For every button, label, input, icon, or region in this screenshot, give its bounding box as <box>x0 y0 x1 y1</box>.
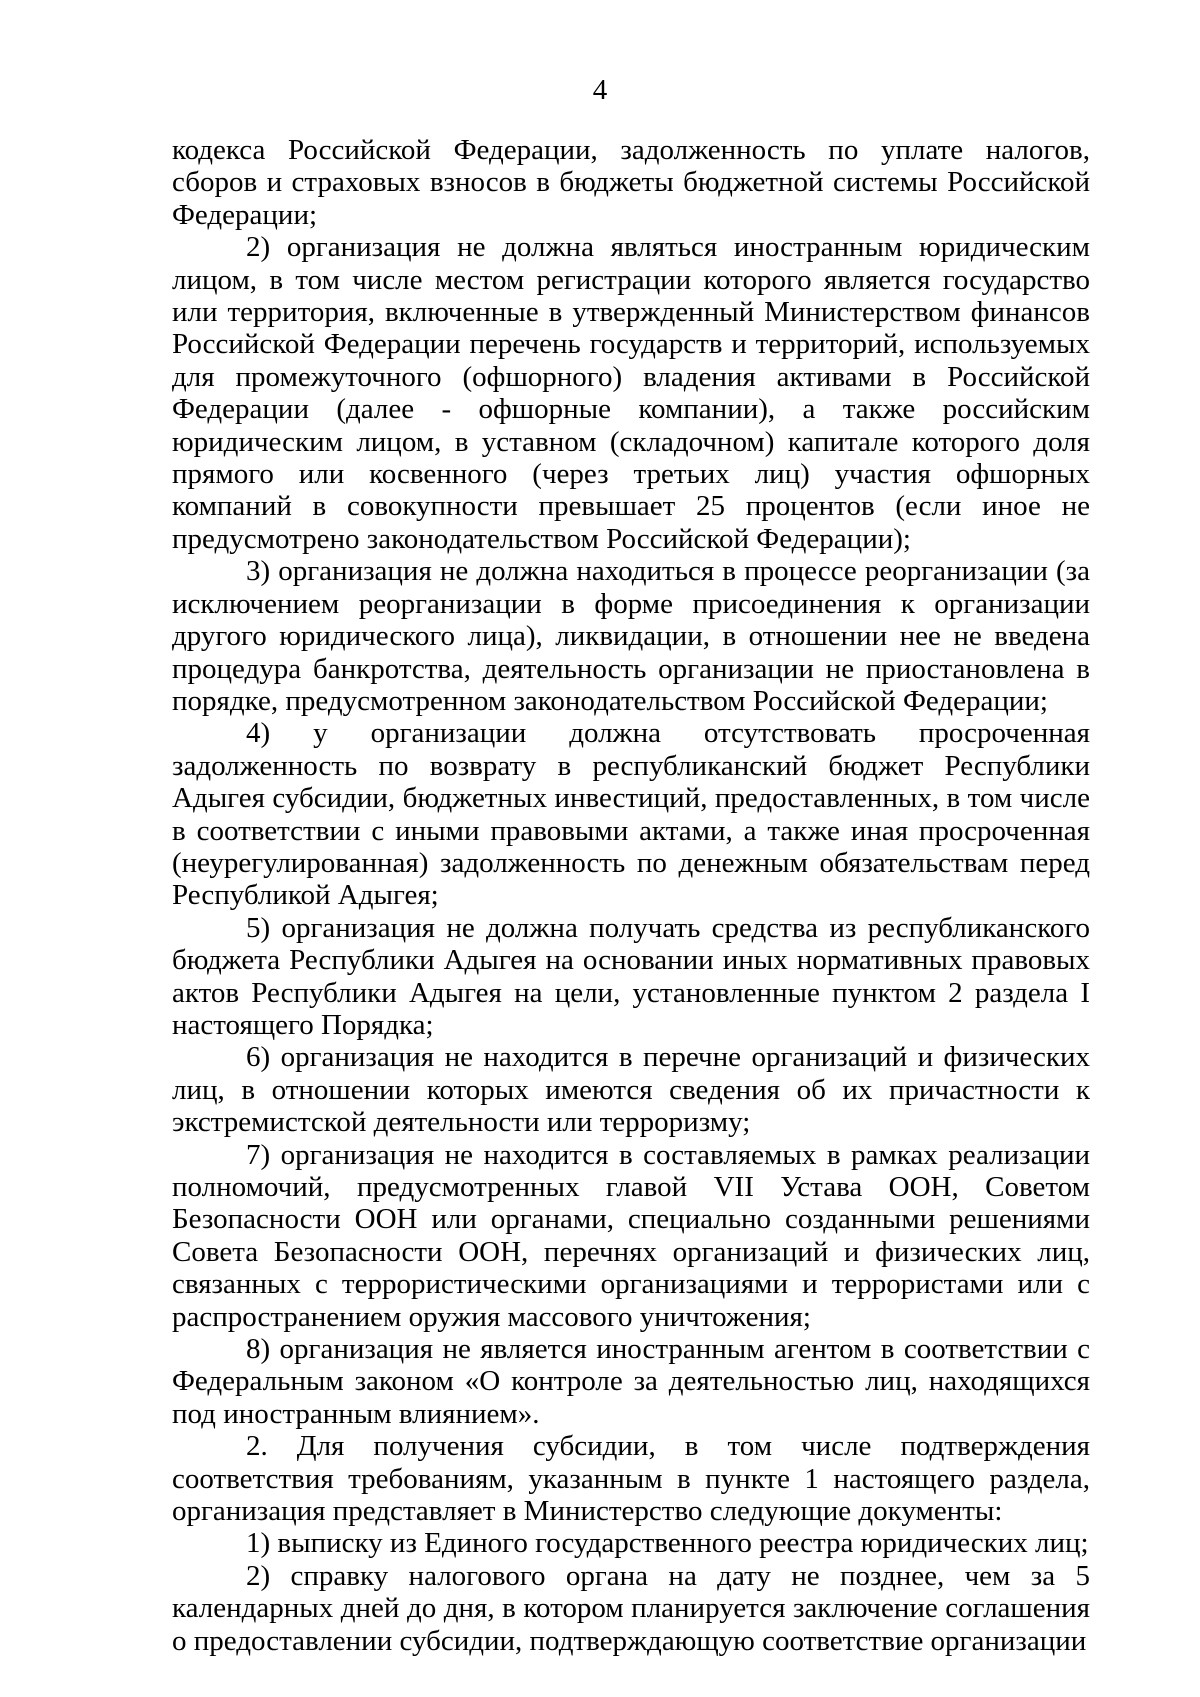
paragraph-item-5: 5) организация не должна получать средства из республиканского бюджета Республики Адыгея на основании иных нормативных правовых актов Республики Адыгея на цели, установленные пунктом 2 раздела I настоящего Порядка; <box>172 911 1090 1041</box>
document-body <box>172 134 1090 1657</box>
paragraph-item-6: 6) организация не находится в перечне организаций и физических лиц, в отношении которых имеются сведения об их причастности к экстремистской деятельности или терроризму; <box>172 1041 1090 1139</box>
paragraph-document-1: 1) выписку из Единого государственного реестра юридических лиц; <box>246 1527 1089 1560</box>
paragraph-item-4: 4) у организации должна отсутствовать просроченная задолженность по возврату в республиканский бюджет Республики Адыгея субсидии, бюджетных инвестиций, предоставленных, в том числе в соответствии с иными правовыми актами, а также иная просроченная (неурегулированная) задолженность по денежным обязательствам перед Республикой Адыгея; <box>172 717 1090 912</box>
paragraph-item-3: 3) организация не должна находиться в процессе реорганизации (за исключением реорганизации в форме присоединения к организации другого юридического лица), ликвидации, в отношении нее не введена процедура банкротства, деятельность организации не приостановлена в порядке, предусмотренном законодательством Российской Федерации; <box>172 555 1090 717</box>
page-number: 4 <box>592 74 608 106</box>
paragraph-continuation: кодекса Российской Федерации, задолженность по уплате налогов, сборов и страховых взносов в бюджеты бюджетной системы Российской Федерации; <box>172 134 1090 231</box>
paragraph-section-2: 2. Для получения субсидии, в том числе подтверждения соответствия требованиям, указанным в пункте 1 настоящего раздела, организация представляет в Министерство следующие документы: <box>172 1430 1090 1528</box>
paragraph-item-7: 7) организация не находится в составляемых в рамках реализации полномочий, предусмотренных главой VII Устава ООН, Советом Безопасности ООН или органами, специально созданными решениями Совета Безопасности ООН, перечнях организаций и физических лиц, связанных с террористическими организациями и террористами или с распространением оружия массового уничтожения; <box>172 1138 1090 1333</box>
paragraph-item-8: 8) организация не является иностранным агентом в соответствии с Федеральным законом «О контроле за деятельностью лиц, находящихся под иностранным влиянием». <box>172 1333 1090 1430</box>
paragraph-item-2: 2) организация не должна являться иностранным юридическим лицом, в том числе местом регистрации которого является государство или территория, включенные в утвержденный Министерством финансов Российской Федерации перечень государств и территорий, используемых для промежуточного (офшорного) владения активами в Российской Федерации (далее - офшорные компании), а также российским юридическим лицом, в уставном (складочном) капитале которого доля прямого или косвенного (через третьих лиц) участия офшорных компаний в совокупности превышает 25 процентов (если иное не предусмотрено законодательством Российской Федерации); <box>172 231 1090 555</box>
paragraph-document-2: 2) справку налогового органа на дату не позднее, чем за 5 календарных дней до дня, в котором планируется заключение соглашения о предоставлении субсидии, подтверждающую соответствие организации <box>172 1559 1090 1657</box>
